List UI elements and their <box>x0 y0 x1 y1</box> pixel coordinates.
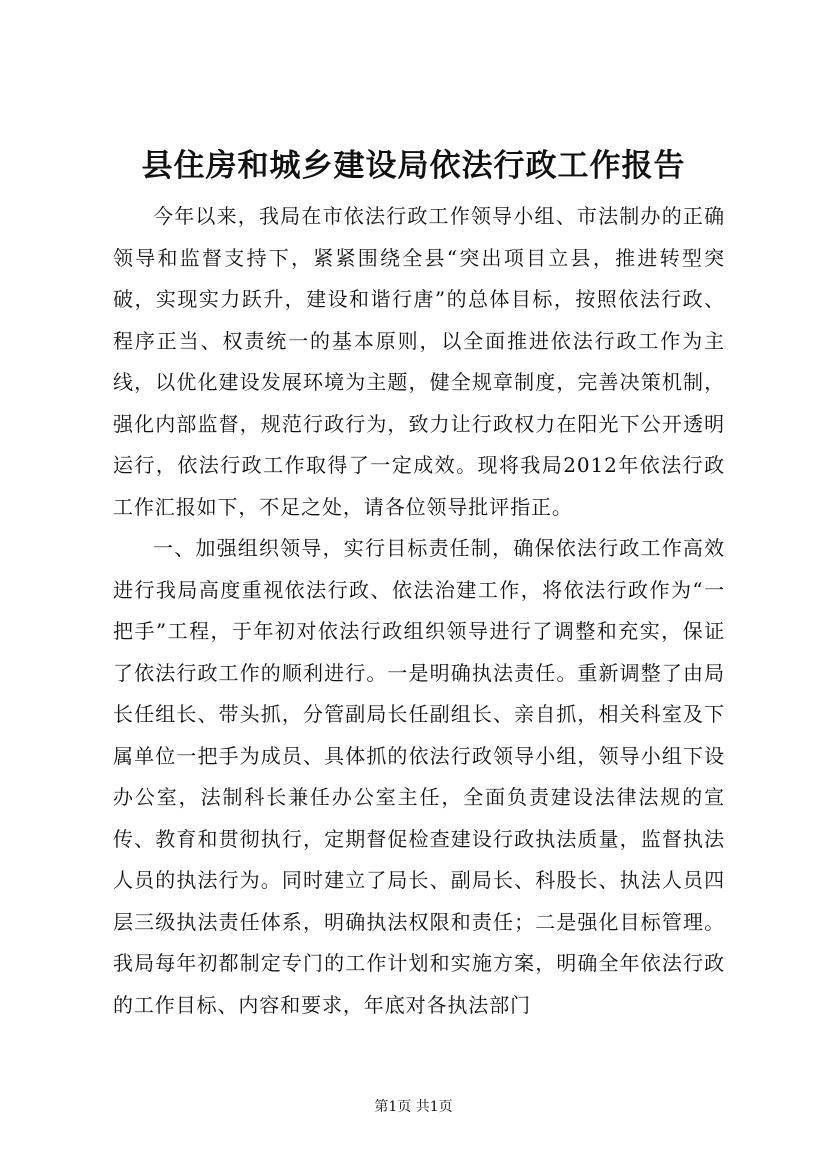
document-title: 县住房和城乡建设局依法行政工作报告 <box>141 148 686 184</box>
page-number-footer: 第1页 共1页 <box>374 1099 453 1115</box>
paragraph-section-one: 一、加强组织领导，实行目标责任制，确保依法行政工作高效进行我局高度重视依法行政、依法治建工作，将依法行政作为“一把手”工程，于年初对依法行政组织领导进行了调整和充实，保证了依法行政工作的顺利进行。一是明确执法责任。重新调整了由局长任组长、带头抓，分管副局长任副组长、亲自抓，相关科室及下属单位一把手为成员、具体抓的依法行政领导小组，领导小组下设办公室，法制科长兼任办公室主任，全面负责建设法律法规的宣传、教育和贯彻执行，定期督促检查建设行政执法质量，监督执法人员的执法行为。同时建立了局长、副局长、科股长、执法人员四层三级执法责任体系，明确执法权限和责任；二是强化目标管理。我局每年初都制定专门的工作计划和实施方案，明确全年依法行政的工作目标、内容和要求，年底对各执法部门 <box>113 536 725 1017</box>
paragraph-intro: 今年以来，我局在市依法行政工作领导小组、市法制办的正确领导和监督支持下，紧紧围绕全县“突出项目立县，推进转型突破，实现实力跃升，建设和谐行唐”的总体目标，按照依法行政、程序正当、权责统一的基本原则，以全面推进依法行政工作为主线，以优化建设发展环境为主题，健全规章制度，完善决策机制，强化内部监督，规范行政行为，致力让行政权力在阳光下公开透明运行，依法行政工作取得了一定成效。现将我局2012年依法行政工作汇报如下，不足之处，请各位领导批评指正。 <box>113 204 725 519</box>
